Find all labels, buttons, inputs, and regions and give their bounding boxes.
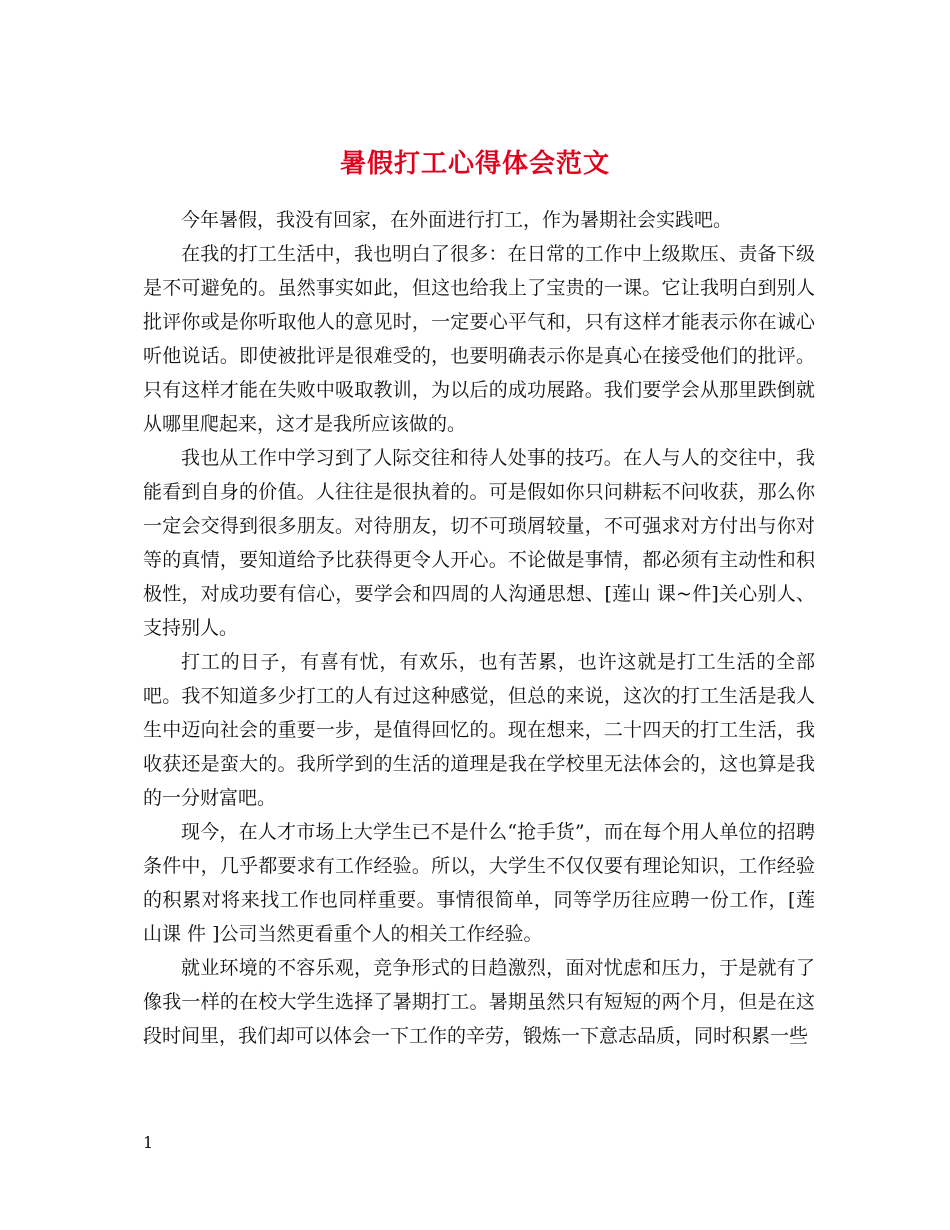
paragraph: 在我的打工生活中，我也明白了很多：在日常的工作中上级欺压、责备下级是不可避免的。虽然事实如此，但这也给我上了宝贵的一课。它让我明白到别人批评你或是你听取他人的意见时，一定要心平气和，只有这样才能表示你在诚心听他说话。即使被批评是很难受的，也要明确表示你是真心在接受他们的批评。只有这样才能在失败中吸取教训，为以后的成功展路。我们要学会从那里跌倒就从哪里爬起来，这才是我所应该做的。	[143, 243, 815, 435]
paragraph: 现今，在人才市场上大学生已不是什么“抢手货”，而在每个用人单位的招聘条件中，几乎都要求有工作经验。所以，大学生不仅仅要有理论知识，工作经验的积累对将来找工作也同样重要。事情很简单，同等学历往应聘一份工作，[莲山课 件 ]公司当然更看重个人的相关工作经验。	[143, 821, 815, 945]
paragraph: 就业环境的不容乐观，竞争形式的日趋激烈，面对忧虑和压力，于是就有了像我一样的在校大学生选择了暑期打工。暑期虽然只有短短的两个月，但是在这段时间里，我们却可以体会一下工作的辛劳，锻炼一下意志品质，同时积累一些	[143, 957, 815, 1047]
page-number: 1	[143, 1133, 154, 1152]
paragraph: 打工的日子，有喜有忧，有欢乐，也有苦累，也许这就是打工生活的全部吧。我不知道多少打工的人有过这种感觉，但总的来说，这次的打工生活是我人生中迈向社会的重要一步，是值得回忆的。现在想来，二十四天的打工生活，我收获还是蛮大的。我所学到的生活的道理是我在学校里无法体会的，这也算是我的一分财富吧。	[143, 651, 815, 809]
paragraph: 我也从工作中学习到了人际交往和待人处事的技巧。在人与人的交往中，我能看到自身的价值。人往往是很执着的。可是假如你只问耕耘不问收获，那么你一定会交得到很多朋友。对待朋友，切不可琐屑较量，不可强求对方付出与你对等的真情，要知道给予比获得更令人开心。不论做是事情，都必须有主动性和积极性，对成功要有信心，要学会和四周的人沟通思想、[莲山 课~件]关心别人、支持别人。	[143, 447, 815, 639]
document-title: 暑假打工心得体会范文	[339, 149, 610, 180]
document-body	[143, 203, 815, 1053]
paragraph: 今年暑假，我没有回家，在外面进行打工，作为暑期社会实践吧。	[181, 209, 733, 231]
